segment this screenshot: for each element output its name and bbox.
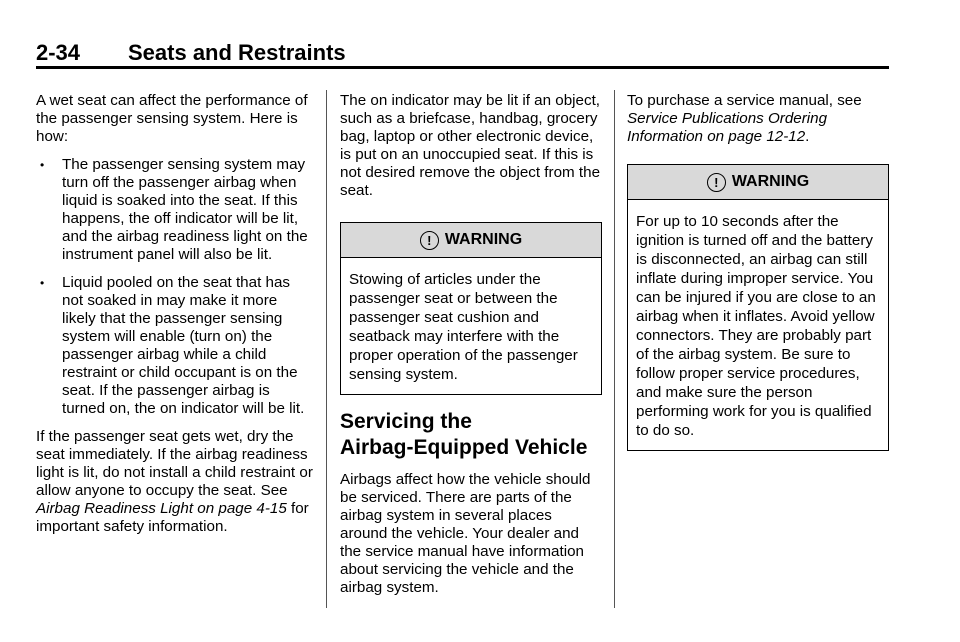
intro-text: To purchase a service manual, see	[627, 92, 862, 109]
column-1	[36, 92, 314, 536]
section-text: Airbags affect how the vehicle should be serviced. There are parts of the airbag system in several places around the vehicle. Your dealer and the service manual have information about servicing the vehicle and the airbag system.	[340, 471, 591, 596]
column-divider	[614, 90, 615, 608]
warning-circle-icon: !	[420, 231, 439, 250]
col1-intro: A wet seat can affect the performance of the passenger sensing system. Here is how:	[36, 92, 308, 145]
bullet-icon: •	[40, 276, 45, 290]
bullet-icon: •	[40, 158, 45, 172]
section-title: Seats and Restraints	[128, 40, 346, 65]
service-publications-link[interactable]: Service Publications Ordering Information on page 12-12	[627, 110, 828, 145]
paragraph-end: for important safety information.	[36, 500, 309, 535]
page-header	[36, 40, 889, 69]
warning-circle-icon: !	[707, 173, 726, 192]
warning-title: WARNING	[731, 173, 810, 190]
column-3	[627, 92, 889, 451]
warning-text: Stowing of articles under the passenger seat or between the passenger seat cushion and seatback may interfere with the proper operation of the passenger sensing system.	[349, 271, 578, 383]
section-heading-line2: Airbag-Equipped Vehicle	[340, 436, 588, 459]
intro-end: .	[805, 128, 810, 145]
section-heading	[340, 409, 602, 461]
warning-header	[628, 165, 888, 200]
airbag-readiness-link[interactable]: Airbag Readiness Light on page 4-15	[36, 500, 287, 517]
list-item	[36, 274, 314, 418]
col2-intro: The on indicator may be lit if an object, such as a briefcase, handbag, grocery bag, laptop or other electronic device, is put on an unoccupied seat. If this is not desired remove the object from the seat.	[340, 92, 601, 199]
col3-intro	[627, 92, 889, 146]
bullet-text: Liquid pooled on the seat that has not soaked in may make it more likely that the passenger sensing system will enable (turn on) the passenger airbag while a child restraint or child occupant is on the seat. If the passenger airbag is turned on, the on indicator will be lit.	[62, 274, 305, 417]
paragraph-text: If the passenger seat gets wet, dry the seat immediately. If the airbag readiness light is lit, do not install a child restraint or allow anyone to occupy the seat. See	[36, 428, 313, 499]
warning-text: For up to 10 seconds after the ignition is turned off and the battery is disconnected, an airbag can still inflate during improper service. You can be injured if you are close to an airbag when it inflates. Avoid yellow connectors. They are probably part of the airbag system. Be sure to follow proper service procedures, and make sure the person performing work for you is qualified to do so.	[636, 213, 876, 439]
bullet-list	[36, 156, 314, 418]
warning-title: WARNING	[444, 231, 523, 248]
column-divider	[326, 90, 327, 608]
page-number: 2-34	[36, 40, 81, 65]
warning-box	[627, 164, 889, 451]
list-item	[36, 156, 314, 264]
column-2	[340, 92, 602, 597]
col1-paragraph	[36, 428, 314, 536]
bullet-text: The passenger sensing system may turn off the passenger airbag when liquid is soaked into the seat. If this happens, the off indicator will be lit, and the airbag readiness light on the instrument panel will also be lit.	[62, 156, 308, 263]
section-heading-line1: Servicing the	[340, 410, 472, 433]
warning-box	[340, 222, 602, 395]
warning-header	[341, 223, 601, 258]
